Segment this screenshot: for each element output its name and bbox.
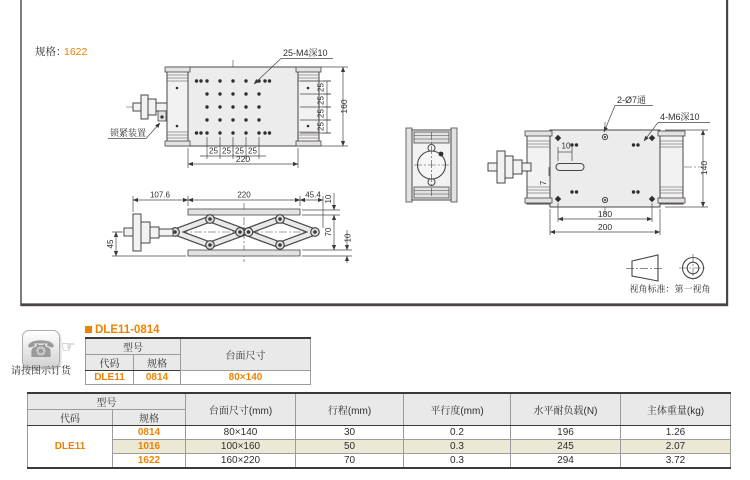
order-col-model: 型号 <box>86 338 181 355</box>
spec-row-1622: 1622 160×220 70 0.3 294 3.72 <box>28 454 731 469</box>
side-view-drawing <box>406 128 457 202</box>
specification-table <box>27 392 731 469</box>
tap-hole-callout: 4-M6深10 <box>660 112 700 122</box>
orange-square-bullet <box>85 326 92 333</box>
order-example-table <box>85 337 311 385</box>
svg-text:25: 25 <box>222 146 231 156</box>
order-part-number: DLE11-0814 <box>85 324 160 336</box>
spec-col-weight: 主体重量(kg) <box>621 393 731 426</box>
svg-text:200: 200 <box>597 222 613 232</box>
svg-text:160: 160 <box>339 99 349 114</box>
svg-text:70: 70 <box>324 227 333 237</box>
spec-row-1016: 1016 100×160 50 0.3 245 2.07 <box>28 440 731 454</box>
order-spec: 0814 <box>134 371 181 385</box>
svg-text:10: 10 <box>343 233 353 243</box>
hole-callout: 25-M4深10 <box>283 48 328 58</box>
order-col-spec: 规格 <box>134 355 181 371</box>
handle-knob-bottom-view <box>488 151 531 183</box>
svg-text:25: 25 <box>248 146 257 156</box>
svg-text:25: 25 <box>316 96 326 105</box>
svg-text:25: 25 <box>235 146 244 156</box>
spec-col-parallel: 平行度(mm) <box>404 393 511 426</box>
svg-text:25: 25 <box>316 109 326 118</box>
order-row <box>86 371 311 385</box>
bottom-view-drawing <box>488 95 710 235</box>
spec-col-spec: 规格 <box>113 410 186 426</box>
spec-col-model: 型号 <box>28 393 186 410</box>
svg-text:10: 10 <box>561 141 571 151</box>
svg-text:107.6: 107.6 <box>149 190 171 200</box>
svg-text:45.4: 45.4 <box>305 190 321 200</box>
svg-text:180: 180 <box>597 209 613 219</box>
spec-col-code: 代码 <box>28 410 113 426</box>
svg-text:25: 25 <box>316 122 326 131</box>
spec-col-stroke: 行程(mm) <box>296 393 404 426</box>
svg-text:25: 25 <box>316 83 326 92</box>
spec-label: 规格： <box>35 46 67 58</box>
svg-text:45: 45 <box>106 239 115 249</box>
lock-label: 锁紧装置 <box>110 128 147 138</box>
phone-glyph: ☎ <box>26 335 56 362</box>
order-col-code: 代码 <box>86 355 134 371</box>
order-code: DLE11 <box>86 371 134 385</box>
spec-col-size: 台面尺寸(mm) <box>186 393 296 426</box>
pointing-finger-icon: ☞ <box>61 339 76 356</box>
svg-text:140: 140 <box>699 160 709 176</box>
svg-text:25: 25 <box>209 146 218 156</box>
svg-text:220: 220 <box>237 190 251 200</box>
spec-col-load: 水平耐负载(N) <box>511 393 621 426</box>
spec-value: 1622 <box>64 46 88 58</box>
order-note: 请按图示订货 <box>11 366 71 377</box>
first-angle-symbol <box>626 254 711 294</box>
svg-text:7: 7 <box>539 180 548 186</box>
spec-code: DLE11 <box>28 426 113 469</box>
top-view-drawing <box>108 48 349 168</box>
handle-knob-front-view <box>124 214 173 251</box>
front-view-drawing <box>106 191 353 264</box>
svg-text:10: 10 <box>324 194 333 204</box>
order-size: 80×140 <box>181 371 311 385</box>
spec-row-0814: DLE11 0814 80×140 30 0.2 196 1.26 <box>28 426 731 440</box>
projection-note: 视角标准：第一视角 <box>629 284 711 294</box>
through-hole-callout: 2-Ø7通 <box>617 95 647 105</box>
svg-text:220: 220 <box>235 154 251 164</box>
handle-knob-top-view <box>133 95 167 121</box>
order-col-size: 台面尺寸 <box>181 338 311 371</box>
